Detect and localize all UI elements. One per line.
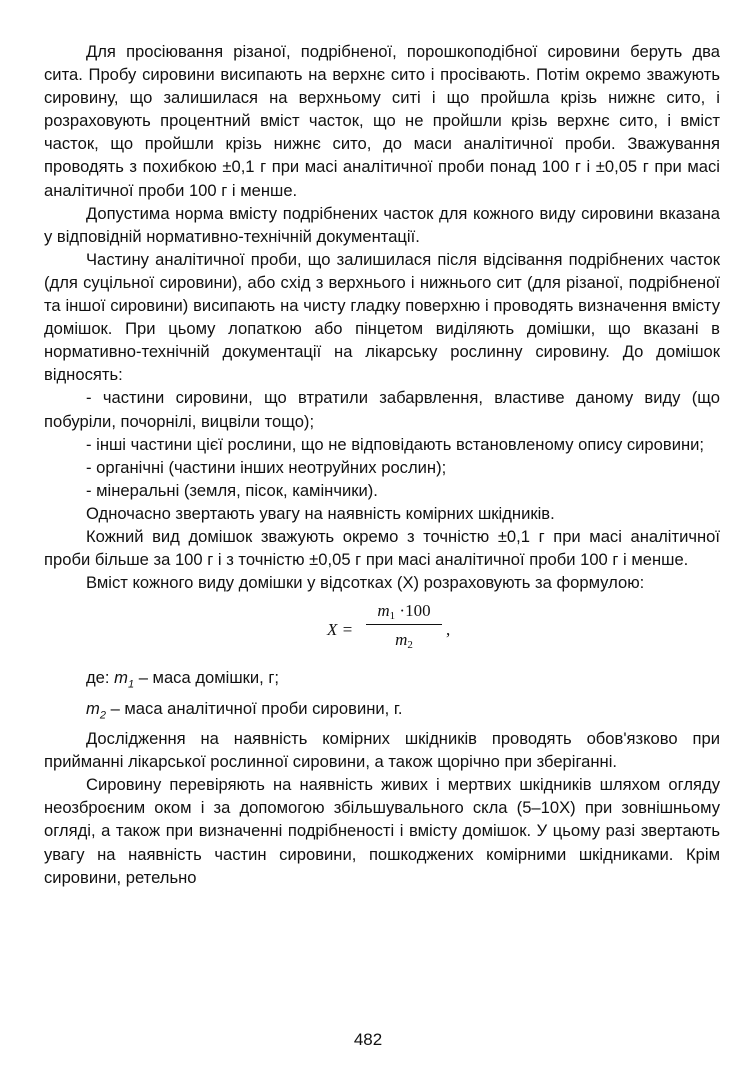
list-item: - органічні (частини інших неотруйних рослин); <box>86 457 447 477</box>
formula-numerator-rest: ·100 <box>395 601 431 621</box>
formula-numerator-sub: 1 <box>389 610 396 623</box>
formula-numerator <box>366 598 442 625</box>
formula-denominator-var: m <box>395 630 408 650</box>
formula-numerator-var: m <box>377 601 390 621</box>
formula <box>44 598 720 660</box>
paragraph: Вміст кожного виду домішки у відсотках (X) розраховують за формулою: <box>86 573 645 593</box>
definition-prefix: де: <box>86 668 115 688</box>
list-item: - мінеральні (земля, пісок, камінчики). <box>86 480 378 500</box>
page-body <box>44 40 720 889</box>
paragraph: Дослідження на наявність комірних шкідників проводять обов'язково при прийманні лікарської рослинної сировини, а також щорічно при зберіганні. <box>44 729 720 772</box>
definition-sub: 2 <box>99 708 106 721</box>
definition-text: – маса аналітичної проби сировини, г. <box>105 698 403 718</box>
formula-lhs: X = <box>327 620 354 640</box>
paragraph: Кожний вид домішок зважують окремо з точністю ±0,1 г при масі аналітичної проби більше за 100 г і з точністю ±0,05 г при масі аналітичної проби 100 г і менше. <box>44 526 720 570</box>
paragraph: Для просіювання різаної, подрібненої, порошкоподібної сировини беруть два сита. Пробу сировини висипають на верхнє сито і просівають. Потім окремо зважують сировину, що залишилася на верхньому ситі і що пройшла крізь нижнє сито, і розраховують процентний вміст часток, що не пройшли крізь верхнє сито, і вміст часток, що пройшли крізь нижнє сито, до маси аналітичної проби. Зважування проводять з похибкою ±0,1 г при масі аналітичної проби понад 100 г і ±0,05 г при масі аналітичної проби 100 г і менше. <box>44 42 720 200</box>
definition-var: m <box>86 698 100 718</box>
definition-var: m <box>114 668 128 688</box>
definition-line <box>44 666 720 696</box>
formula-comma: , <box>446 620 451 640</box>
paragraph: Сировину перевіряють на наявність живих і мертвих шкідників шляхом огляду неозброєним оком і за допомогою збільшувального скла (5–10X) при зовнішньому огляді, а також при визначенні подрібненості і вмісту домішок. У цьому разі звертають увагу на наявність частин сировини, пошкоджених комірними шкідниками. Крім сировини, ретельно <box>44 775 720 887</box>
paragraph: Частину аналітичної проби, що залишилася після відсівання подрібнених часток (для суцільної сировини), або схід з верхнього і нижнього сит (для різаної, подрібненої та іншої сировини) висипають на чисту гладку поверхню і проводять визначення вмісту домішок. При цьому лопаткою або пінцетом виділяють домішки, що вказані в нормативно-технічній документації на лікарську рослинну сировину. До домішок відносять: <box>44 249 720 385</box>
formula-fraction <box>366 598 442 651</box>
list-item: - інші частини цієї рослини, що не відповідають встановленому опису сировини; <box>86 434 705 454</box>
formula-denominator-sub: 2 <box>407 639 413 652</box>
paragraph: Допустима норма вмісту подрібнених часток для кожного виду сировини вказана у відповідній нормативно-технічній документації. <box>44 203 720 246</box>
definition-sub: 1 <box>127 678 135 691</box>
formula-denominator <box>366 625 442 651</box>
list-item: - частини сировини, що втратили забарвлення, властиве даному виду (що побуріли, почорнілі, вицвіли тощо); <box>44 388 720 431</box>
definition-line <box>44 697 720 727</box>
definition-text: – маса домішки, г; <box>134 668 280 688</box>
page-number: 482 <box>353 1030 383 1049</box>
paragraph: Одночасно звертають увагу на наявність комірних шкідників. <box>86 503 555 523</box>
